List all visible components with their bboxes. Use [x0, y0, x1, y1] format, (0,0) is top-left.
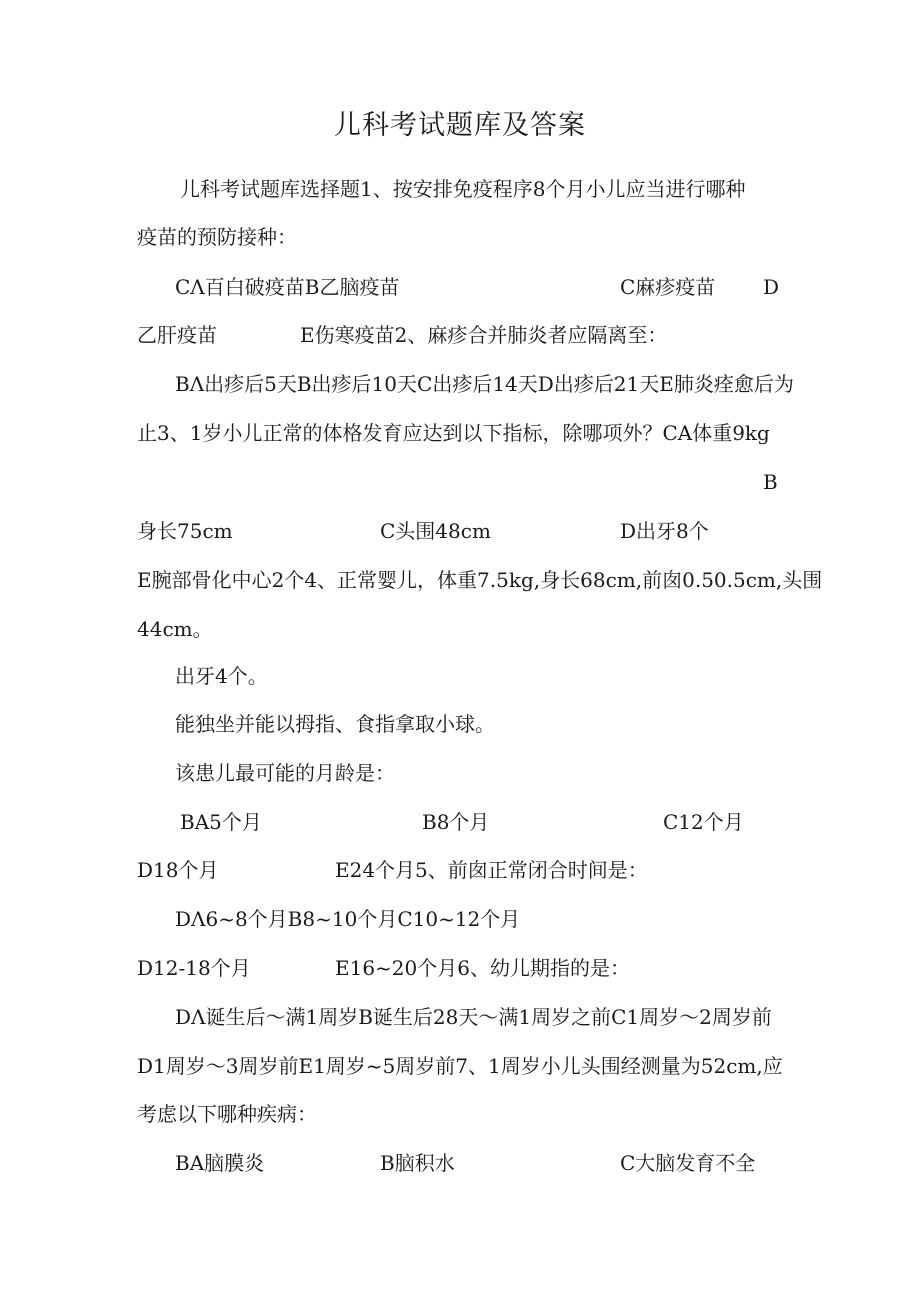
option-text: BA5个月 — [180, 810, 262, 834]
option-text: C12个月 — [663, 810, 744, 834]
option-text: C头围48cm — [380, 519, 491, 543]
option-line: DΛ6~8个月B8~10个月C10~12个月 — [175, 907, 521, 931]
text-line: BΛ出疹后5天B出疹后10天C出疹后14天D出疹后21天E肺炎痊愈后为 — [175, 372, 794, 396]
option-text: B脑积水 — [380, 1151, 455, 1175]
option-text: BA脑膜炎 — [175, 1151, 265, 1175]
option-line: DΛ诞生后～满1周岁B诞生后28天～满1周岁之前C1周岁～2周岁前 — [175, 1005, 772, 1029]
text-line: 考虑以下哪种疾病： — [137, 1102, 317, 1126]
text-line: 能独坐并能以拇指、食指拿取小球。 — [175, 712, 495, 736]
option-text: D — [763, 275, 780, 299]
text-line: 出牙4个。 — [175, 664, 268, 688]
text-line: E24个月5、前囱正常闭合时间是： — [335, 858, 648, 882]
text-line: 儿科考试题库选择题1、按安排免疫程序8个月小儿应当进行哪种 — [180, 177, 746, 201]
option-text: D18个月 — [137, 858, 219, 882]
text-line: E伤寒疫苗2、麻疹合并肺炎者应隔离至： — [300, 323, 668, 347]
text-line: D1周岁～3周岁前E1周岁~5周岁前7、1周岁小儿头围经测量为52cm,应 — [137, 1054, 783, 1078]
text-line: E16~20个月6、幼儿期指的是： — [335, 956, 630, 980]
option-text: 乙肝疫苗 — [137, 323, 217, 347]
option-text: B8个月 — [422, 810, 490, 834]
option-line: CΛ百白破疫苗B乙脑疫苗 — [175, 275, 400, 299]
option-text: B — [763, 470, 778, 494]
text-line: 止3、1岁小儿正常的体格发育应达到以下指标，除哪项外？CA体重9kg — [137, 421, 770, 445]
option-text: 身长75cm — [137, 519, 233, 543]
option-text: D12-18个月 — [137, 956, 251, 980]
option-text: D出牙8个 — [620, 519, 709, 543]
text-line: E腕部骨化中心2个4、正常婴儿，体重7.5kg,身长68cm,前囱0.50.5cm,头围 — [137, 568, 823, 592]
document-title: 儿科考试题库及答案 — [334, 110, 586, 141]
option-text: C大脑发育不全 — [620, 1151, 756, 1175]
text-line: 该患儿最可能的月龄是： — [175, 761, 395, 785]
text-line: 疫苗的预防接种： — [137, 225, 297, 249]
option-text: C麻疹疫苗 — [620, 275, 716, 299]
text-line: 44cm。 — [137, 617, 213, 641]
